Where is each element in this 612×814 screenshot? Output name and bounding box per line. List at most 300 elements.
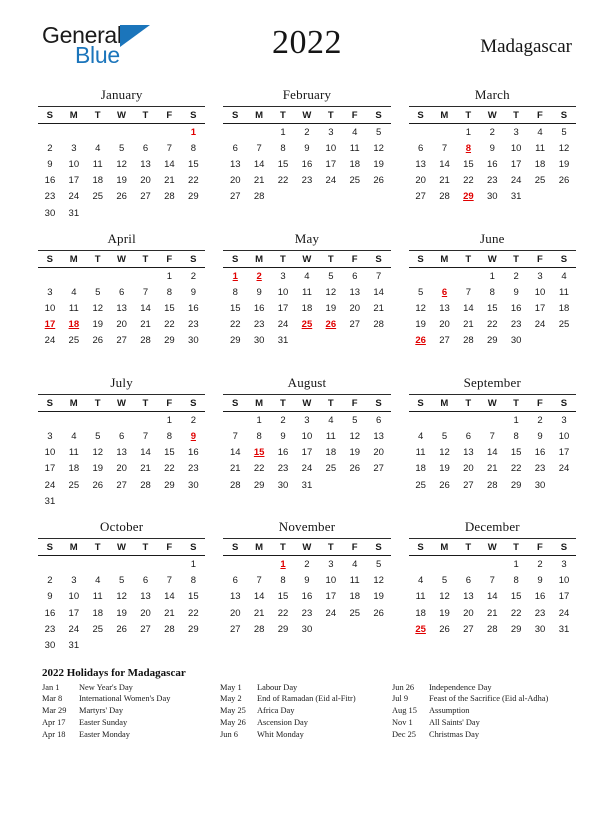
day-cell[interactable]: 18 bbox=[92, 607, 104, 619]
day-cell[interactable]: 28 bbox=[164, 623, 175, 635]
day-cell[interactable]: 27 bbox=[116, 479, 127, 491]
day-cell[interactable]: 10 bbox=[510, 142, 522, 154]
day-cell[interactable]: 11 bbox=[349, 142, 360, 154]
day-cell[interactable]: 8 bbox=[280, 575, 286, 587]
day-cell[interactable]: 9 bbox=[47, 158, 53, 170]
day-cell-holiday[interactable]: 29 bbox=[463, 191, 474, 203]
day-cell[interactable]: 25 bbox=[349, 607, 361, 619]
day-cell[interactable]: 10 bbox=[68, 158, 80, 170]
day-cell[interactable]: 14 bbox=[253, 158, 265, 170]
day-cell[interactable]: 15 bbox=[188, 158, 199, 170]
day-cell[interactable]: 24 bbox=[68, 191, 80, 203]
day-cell[interactable]: 23 bbox=[44, 191, 56, 203]
day-cell[interactable]: 28 bbox=[140, 335, 151, 347]
day-cell[interactable]: 12 bbox=[373, 142, 384, 154]
day-cell[interactable]: 11 bbox=[559, 286, 569, 298]
day-cell[interactable]: 31 bbox=[277, 335, 289, 347]
day-cell[interactable]: 10 bbox=[325, 142, 337, 154]
day-cell[interactable]: 18 bbox=[349, 591, 361, 603]
day-cell[interactable]: 2 bbox=[280, 414, 286, 426]
day-cell[interactable]: 22 bbox=[164, 463, 175, 475]
day-cell[interactable]: 5 bbox=[95, 286, 101, 298]
day-cell[interactable]: 24 bbox=[325, 175, 337, 187]
day-cell[interactable]: 26 bbox=[558, 175, 570, 187]
day-cell[interactable]: 10 bbox=[44, 303, 56, 315]
day-cell[interactable]: 21 bbox=[373, 303, 384, 315]
day-cell[interactable]: 22 bbox=[277, 607, 289, 619]
day-cell[interactable]: 12 bbox=[415, 303, 426, 315]
day-cell[interactable]: 29 bbox=[188, 191, 199, 203]
day-cell[interactable]: 24 bbox=[558, 607, 570, 619]
day-cell[interactable]: 1 bbox=[166, 414, 173, 426]
day-cell[interactable]: 7 bbox=[256, 142, 262, 154]
day-cell[interactable]: 7 bbox=[489, 431, 495, 443]
day-cell[interactable]: 31 bbox=[68, 639, 80, 651]
day-cell[interactable]: 7 bbox=[376, 270, 382, 282]
day-cell[interactable]: 27 bbox=[415, 191, 426, 203]
day-cell[interactable]: 16 bbox=[253, 303, 265, 315]
day-cell[interactable]: 20 bbox=[463, 607, 474, 619]
day-cell[interactable]: 1 bbox=[513, 558, 519, 570]
day-cell[interactable]: 1 bbox=[489, 270, 495, 282]
day-cell[interactable]: 7 bbox=[142, 431, 149, 443]
day-cell[interactable]: 7 bbox=[489, 575, 495, 587]
day-cell[interactable]: 17 bbox=[68, 607, 80, 619]
day-cell[interactable]: 12 bbox=[439, 591, 450, 603]
day-cell[interactable]: 2 bbox=[190, 270, 196, 282]
day-cell[interactable]: 28 bbox=[439, 191, 450, 203]
day-cell[interactable]: 30 bbox=[44, 207, 56, 219]
day-cell[interactable]: 9 bbox=[537, 575, 543, 587]
day-cell[interactable]: 12 bbox=[325, 286, 337, 298]
day-cell[interactable]: 13 bbox=[140, 591, 151, 603]
day-cell[interactable]: 9 bbox=[280, 431, 286, 443]
day-cell[interactable]: 14 bbox=[373, 286, 384, 298]
day-cell[interactable]: 2 bbox=[537, 558, 543, 570]
day-cell[interactable]: 18 bbox=[325, 447, 337, 459]
day-cell[interactable]: 21 bbox=[253, 175, 265, 187]
day-cell[interactable]: 15 bbox=[229, 303, 241, 315]
day-cell[interactable]: 7 bbox=[465, 286, 472, 298]
day-cell[interactable]: 30 bbox=[534, 623, 546, 635]
day-cell[interactable]: 25 bbox=[92, 623, 104, 635]
day-cell[interactable]: 22 bbox=[277, 175, 289, 187]
day-cell[interactable]: 22 bbox=[188, 607, 199, 619]
day-cell[interactable]: 13 bbox=[463, 447, 474, 459]
day-cell[interactable]: 28 bbox=[253, 191, 265, 203]
day-cell[interactable]: 30 bbox=[188, 479, 199, 491]
day-cell[interactable]: 2 bbox=[304, 126, 310, 138]
day-cell[interactable]: 19 bbox=[349, 447, 361, 459]
day-cell[interactable]: 26 bbox=[439, 479, 450, 491]
day-cell[interactable]: 12 bbox=[116, 591, 127, 603]
day-cell[interactable]: 9 bbox=[513, 286, 519, 298]
day-cell[interactable]: 12 bbox=[92, 303, 104, 315]
day-cell[interactable]: 27 bbox=[140, 191, 151, 203]
day-cell[interactable]: 11 bbox=[68, 303, 79, 315]
day-cell[interactable]: 9 bbox=[537, 431, 543, 443]
day-cell[interactable]: 9 bbox=[190, 286, 196, 298]
day-cell[interactable]: 21 bbox=[140, 463, 151, 475]
day-cell-holiday[interactable]: 2 bbox=[256, 270, 262, 282]
day-cell[interactable]: 4 bbox=[352, 126, 358, 138]
day-cell[interactable]: 12 bbox=[439, 447, 450, 459]
day-cell[interactable]: 3 bbox=[304, 414, 310, 426]
day-cell[interactable]: 22 bbox=[510, 463, 522, 475]
day-cell[interactable]: 16 bbox=[301, 158, 313, 170]
day-cell[interactable]: 10 bbox=[68, 591, 80, 603]
day-cell[interactable]: 19 bbox=[325, 303, 337, 315]
day-cell[interactable]: 12 bbox=[558, 142, 570, 154]
day-cell[interactable]: 14 bbox=[164, 591, 175, 603]
day-cell[interactable]: 15 bbox=[277, 591, 289, 603]
day-cell[interactable]: 16 bbox=[301, 591, 313, 603]
day-cell[interactable]: 5 bbox=[118, 575, 125, 587]
day-cell[interactable]: 31 bbox=[68, 207, 80, 219]
day-cell[interactable]: 10 bbox=[44, 447, 56, 459]
day-cell[interactable]: 16 bbox=[44, 607, 56, 619]
day-cell[interactable]: 7 bbox=[166, 142, 173, 154]
day-cell[interactable]: 22 bbox=[486, 319, 498, 331]
day-cell[interactable]: 29 bbox=[229, 335, 241, 347]
day-cell[interactable]: 5 bbox=[95, 431, 101, 443]
day-cell[interactable]: 15 bbox=[510, 447, 522, 459]
day-cell[interactable]: 16 bbox=[188, 303, 199, 315]
day-cell[interactable]: 7 bbox=[441, 142, 448, 154]
day-cell[interactable]: 3 bbox=[537, 270, 543, 282]
day-cell[interactable]: 12 bbox=[116, 158, 127, 170]
day-cell[interactable]: 29 bbox=[510, 623, 522, 635]
day-cell[interactable]: 25 bbox=[558, 319, 570, 331]
day-cell[interactable]: 10 bbox=[558, 575, 570, 587]
day-cell[interactable]: 30 bbox=[534, 479, 546, 491]
day-cell[interactable]: 23 bbox=[277, 463, 289, 475]
day-cell[interactable]: 18 bbox=[415, 463, 426, 475]
day-cell[interactable]: 6 bbox=[465, 575, 472, 587]
day-cell[interactable]: 6 bbox=[232, 142, 238, 154]
day-cell[interactable]: 21 bbox=[229, 463, 241, 475]
day-cell[interactable]: 4 bbox=[537, 126, 543, 138]
day-cell[interactable]: 6 bbox=[417, 142, 424, 154]
day-cell[interactable]: 5 bbox=[441, 431, 448, 443]
day-cell[interactable]: 28 bbox=[463, 335, 474, 347]
day-cell[interactable]: 21 bbox=[463, 319, 474, 331]
day-cell[interactable]: 8 bbox=[166, 286, 173, 298]
day-cell[interactable]: 21 bbox=[486, 607, 498, 619]
day-cell[interactable]: 26 bbox=[116, 623, 127, 635]
day-cell[interactable]: 1 bbox=[256, 414, 262, 426]
day-cell[interactable]: 8 bbox=[513, 431, 519, 443]
day-cell[interactable]: 6 bbox=[142, 575, 149, 587]
day-cell[interactable]: 1 bbox=[280, 126, 286, 138]
day-cell[interactable]: 6 bbox=[232, 575, 238, 587]
day-cell[interactable]: 19 bbox=[439, 607, 450, 619]
day-cell[interactable]: 27 bbox=[349, 319, 361, 331]
day-cell[interactable]: 26 bbox=[373, 175, 384, 187]
day-cell[interactable]: 26 bbox=[439, 623, 450, 635]
day-cell[interactable]: 6 bbox=[118, 286, 125, 298]
day-cell[interactable]: 31 bbox=[44, 495, 56, 507]
day-cell[interactable]: 5 bbox=[376, 558, 382, 570]
day-cell[interactable]: 9 bbox=[256, 286, 262, 298]
day-cell[interactable]: 4 bbox=[328, 414, 334, 426]
day-cell[interactable]: 15 bbox=[164, 447, 175, 459]
day-cell[interactable]: 13 bbox=[116, 303, 127, 315]
day-cell[interactable]: 22 bbox=[463, 175, 474, 187]
day-cell[interactable]: 17 bbox=[301, 447, 313, 459]
day-cell[interactable]: 29 bbox=[486, 335, 498, 347]
day-cell[interactable]: 23 bbox=[301, 175, 313, 187]
day-cell[interactable]: 11 bbox=[92, 158, 103, 170]
day-cell[interactable]: 4 bbox=[417, 431, 424, 443]
day-cell-holiday[interactable]: 17 bbox=[44, 319, 56, 331]
day-cell[interactable]: 8 bbox=[190, 575, 196, 587]
day-cell[interactable]: 2 bbox=[190, 414, 196, 426]
day-cell[interactable]: 4 bbox=[95, 575, 101, 587]
day-cell[interactable]: 21 bbox=[164, 607, 175, 619]
day-cell[interactable]: 8 bbox=[280, 142, 286, 154]
day-cell-holiday[interactable]: 15 bbox=[253, 447, 265, 459]
day-cell[interactable]: 19 bbox=[439, 463, 450, 475]
day-cell[interactable]: 24 bbox=[534, 319, 546, 331]
day-cell[interactable]: 15 bbox=[164, 303, 175, 315]
day-cell[interactable]: 29 bbox=[188, 623, 199, 635]
day-cell[interactable]: 11 bbox=[415, 447, 426, 459]
day-cell[interactable]: 13 bbox=[415, 158, 426, 170]
day-cell[interactable]: 3 bbox=[71, 142, 77, 154]
day-cell[interactable]: 20 bbox=[116, 463, 127, 475]
day-cell[interactable]: 6 bbox=[465, 431, 472, 443]
day-cell[interactable]: 9 bbox=[489, 142, 495, 154]
day-cell[interactable]: 24 bbox=[44, 479, 56, 491]
day-cell[interactable]: 31 bbox=[301, 479, 313, 491]
day-cell-holiday[interactable]: 8 bbox=[465, 142, 472, 154]
day-cell[interactable]: 25 bbox=[92, 191, 104, 203]
day-cell[interactable]: 29 bbox=[510, 479, 522, 491]
day-cell[interactable]: 25 bbox=[325, 463, 337, 475]
day-cell[interactable]: 10 bbox=[301, 431, 313, 443]
day-cell[interactable]: 30 bbox=[253, 335, 265, 347]
day-cell[interactable]: 23 bbox=[534, 463, 546, 475]
day-cell[interactable]: 17 bbox=[277, 303, 289, 315]
day-cell[interactable]: 22 bbox=[510, 607, 522, 619]
day-cell[interactable]: 28 bbox=[253, 623, 265, 635]
day-cell[interactable]: 4 bbox=[417, 575, 424, 587]
day-cell[interactable]: 21 bbox=[140, 319, 151, 331]
day-cell[interactable]: 19 bbox=[373, 158, 384, 170]
day-cell[interactable]: 18 bbox=[92, 175, 104, 187]
day-cell[interactable]: 2 bbox=[489, 126, 495, 138]
day-cell[interactable]: 6 bbox=[376, 414, 382, 426]
day-cell[interactable]: 25 bbox=[534, 175, 546, 187]
day-cell[interactable]: 4 bbox=[304, 270, 310, 282]
day-cell[interactable]: 20 bbox=[439, 319, 450, 331]
day-cell[interactable]: 24 bbox=[277, 319, 289, 331]
day-cell[interactable]: 9 bbox=[47, 591, 53, 603]
day-cell[interactable]: 23 bbox=[510, 319, 522, 331]
day-cell[interactable]: 16 bbox=[277, 447, 289, 459]
day-cell[interactable]: 21 bbox=[439, 175, 450, 187]
day-cell[interactable]: 3 bbox=[280, 270, 286, 282]
day-cell[interactable]: 12 bbox=[349, 431, 361, 443]
day-cell[interactable]: 8 bbox=[256, 431, 262, 443]
day-cell-holiday[interactable]: 1 bbox=[232, 270, 238, 282]
day-cell[interactable]: 15 bbox=[486, 303, 498, 315]
day-cell[interactable]: 20 bbox=[140, 175, 151, 187]
day-cell[interactable]: 28 bbox=[373, 319, 384, 331]
day-cell[interactable]: 17 bbox=[510, 158, 522, 170]
day-cell[interactable]: 7 bbox=[256, 575, 262, 587]
day-cell[interactable]: 4 bbox=[352, 558, 358, 570]
day-cell[interactable]: 27 bbox=[373, 463, 384, 475]
day-cell[interactable]: 22 bbox=[164, 319, 175, 331]
day-cell[interactable]: 30 bbox=[188, 335, 199, 347]
day-cell[interactable]: 4 bbox=[561, 270, 567, 282]
day-cell[interactable]: 23 bbox=[486, 175, 498, 187]
day-cell[interactable]: 20 bbox=[463, 463, 474, 475]
day-cell[interactable]: 22 bbox=[188, 175, 199, 187]
day-cell[interactable]: 17 bbox=[558, 447, 570, 459]
day-cell-holiday[interactable]: 25 bbox=[301, 319, 313, 331]
day-cell[interactable]: 26 bbox=[349, 463, 361, 475]
day-cell[interactable]: 25 bbox=[68, 479, 80, 491]
day-cell-holiday[interactable]: 18 bbox=[68, 319, 80, 331]
day-cell[interactable]: 3 bbox=[328, 126, 334, 138]
day-cell[interactable]: 17 bbox=[325, 158, 337, 170]
day-cell[interactable]: 8 bbox=[166, 431, 173, 443]
day-cell[interactable]: 16 bbox=[486, 158, 498, 170]
day-cell[interactable]: 13 bbox=[373, 431, 384, 443]
day-cell[interactable]: 17 bbox=[325, 591, 337, 603]
day-cell[interactable]: 5 bbox=[352, 414, 358, 426]
day-cell[interactable]: 24 bbox=[325, 607, 337, 619]
day-cell[interactable]: 3 bbox=[47, 286, 53, 298]
day-cell[interactable]: 23 bbox=[44, 623, 56, 635]
day-cell[interactable]: 11 bbox=[535, 142, 545, 154]
day-cell[interactable]: 3 bbox=[561, 558, 567, 570]
day-cell[interactable]: 17 bbox=[68, 175, 80, 187]
day-cell[interactable]: 23 bbox=[534, 607, 546, 619]
day-cell[interactable]: 30 bbox=[486, 191, 498, 203]
day-cell[interactable]: 27 bbox=[116, 335, 127, 347]
day-cell[interactable]: 29 bbox=[253, 479, 265, 491]
day-cell[interactable]: 16 bbox=[510, 303, 522, 315]
day-cell[interactable]: 8 bbox=[232, 286, 238, 298]
day-cell[interactable]: 25 bbox=[349, 175, 361, 187]
day-cell[interactable]: 29 bbox=[164, 479, 175, 491]
day-cell[interactable]: 13 bbox=[116, 447, 127, 459]
day-cell[interactable]: 11 bbox=[349, 575, 360, 587]
day-cell[interactable]: 18 bbox=[349, 158, 361, 170]
day-cell[interactable]: 24 bbox=[68, 623, 80, 635]
day-cell[interactable]: 28 bbox=[486, 479, 498, 491]
day-cell-holiday[interactable]: 9 bbox=[190, 431, 196, 443]
day-cell[interactable]: 20 bbox=[140, 607, 151, 619]
day-cell[interactable]: 3 bbox=[513, 126, 519, 138]
day-cell[interactable]: 14 bbox=[463, 303, 474, 315]
day-cell[interactable]: 9 bbox=[304, 575, 310, 587]
day-cell[interactable]: 15 bbox=[463, 158, 474, 170]
day-cell[interactable]: 21 bbox=[253, 607, 265, 619]
day-cell[interactable]: 25 bbox=[415, 479, 426, 491]
day-cell[interactable]: 20 bbox=[229, 607, 241, 619]
day-cell[interactable]: 11 bbox=[415, 591, 426, 603]
day-cell[interactable]: 20 bbox=[349, 303, 361, 315]
day-cell-holiday[interactable]: 25 bbox=[415, 623, 426, 635]
day-cell[interactable]: 19 bbox=[116, 607, 127, 619]
day-cell[interactable]: 5 bbox=[417, 286, 424, 298]
day-cell[interactable]: 10 bbox=[534, 286, 546, 298]
day-cell[interactable]: 15 bbox=[277, 158, 289, 170]
day-cell[interactable]: 14 bbox=[140, 303, 151, 315]
day-cell[interactable]: 16 bbox=[534, 447, 546, 459]
day-cell[interactable]: 20 bbox=[415, 175, 426, 187]
day-cell[interactable]: 14 bbox=[229, 447, 241, 459]
day-cell[interactable]: 18 bbox=[558, 303, 570, 315]
day-cell[interactable]: 30 bbox=[277, 479, 289, 491]
day-cell-holiday[interactable]: 1 bbox=[280, 558, 286, 570]
day-cell[interactable]: 20 bbox=[116, 319, 127, 331]
day-cell[interactable]: 23 bbox=[188, 463, 199, 475]
day-cell[interactable]: 10 bbox=[558, 431, 570, 443]
day-cell[interactable]: 13 bbox=[463, 591, 474, 603]
day-cell[interactable]: 10 bbox=[277, 286, 289, 298]
day-cell[interactable]: 4 bbox=[71, 431, 77, 443]
day-cell[interactable]: 27 bbox=[463, 623, 474, 635]
day-cell[interactable]: 11 bbox=[68, 447, 79, 459]
day-cell-holiday[interactable]: 26 bbox=[325, 319, 337, 331]
day-cell[interactable]: 21 bbox=[164, 175, 175, 187]
day-cell[interactable]: 13 bbox=[439, 303, 450, 315]
day-cell[interactable]: 28 bbox=[164, 191, 175, 203]
day-cell-holiday[interactable]: 6 bbox=[441, 286, 448, 298]
day-cell[interactable]: 7 bbox=[232, 431, 238, 443]
day-cell[interactable]: 14 bbox=[486, 447, 498, 459]
day-cell[interactable]: 5 bbox=[118, 142, 125, 154]
day-cell[interactable]: 22 bbox=[229, 319, 241, 331]
day-cell[interactable]: 14 bbox=[439, 158, 450, 170]
day-cell[interactable]: 19 bbox=[373, 591, 384, 603]
day-cell[interactable]: 3 bbox=[328, 558, 334, 570]
day-cell[interactable]: 29 bbox=[277, 623, 289, 635]
day-cell[interactable]: 27 bbox=[229, 191, 241, 203]
day-cell[interactable]: 30 bbox=[301, 623, 313, 635]
day-cell[interactable]: 4 bbox=[95, 142, 101, 154]
day-cell[interactable]: 23 bbox=[301, 607, 313, 619]
day-cell[interactable]: 25 bbox=[68, 335, 80, 347]
day-cell[interactable]: 2 bbox=[47, 575, 53, 587]
day-cell[interactable]: 11 bbox=[325, 431, 336, 443]
day-cell[interactable]: 10 bbox=[325, 575, 337, 587]
day-cell-holiday[interactable]: 1 bbox=[190, 126, 196, 138]
day-cell[interactable]: 30 bbox=[44, 639, 56, 651]
day-cell[interactable]: 26 bbox=[92, 479, 104, 491]
day-cell[interactable]: 19 bbox=[558, 158, 570, 170]
day-cell[interactable]: 5 bbox=[561, 126, 567, 138]
day-cell[interactable]: 8 bbox=[513, 575, 519, 587]
day-cell[interactable]: 18 bbox=[534, 158, 546, 170]
day-cell[interactable]: 21 bbox=[486, 463, 498, 475]
day-cell[interactable]: 17 bbox=[558, 591, 570, 603]
day-cell[interactable]: 8 bbox=[489, 286, 495, 298]
day-cell[interactable]: 6 bbox=[352, 270, 358, 282]
day-cell[interactable]: 12 bbox=[373, 575, 384, 587]
day-cell[interactable]: 1 bbox=[190, 558, 196, 570]
day-cell[interactable]: 8 bbox=[190, 142, 196, 154]
day-cell[interactable]: 27 bbox=[463, 479, 474, 491]
day-cell-holiday[interactable]: 26 bbox=[415, 335, 426, 347]
day-cell[interactable]: 19 bbox=[116, 175, 127, 187]
